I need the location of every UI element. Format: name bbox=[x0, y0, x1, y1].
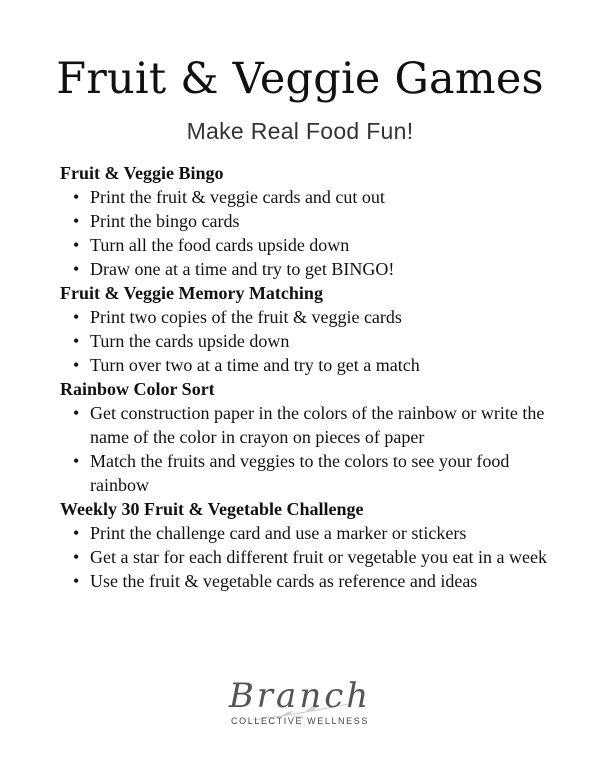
section-rainbow-color-sort bbox=[60, 377, 560, 497]
logo-subtitle: COLLECTIVE WELLNESS bbox=[231, 716, 369, 726]
list-item: • Print the challenge card and use a marker or stickers bbox=[73, 523, 467, 543]
brand-logo bbox=[0, 678, 600, 726]
section-weekly-challenge bbox=[60, 497, 560, 593]
list-item: • Print the bingo cards bbox=[73, 211, 240, 231]
list-item: • Match the fruits and veggies to the colors to see your food rainbow bbox=[73, 451, 510, 495]
bullet-icon: • bbox=[73, 451, 80, 471]
bullet-icon: • bbox=[73, 403, 80, 423]
list-item: • Turn over two at a time and try to get a match bbox=[73, 355, 420, 375]
section-memory-matching bbox=[60, 281, 560, 377]
bullet-icon: • bbox=[73, 259, 80, 279]
section-heading: Fruit & Veggie Bingo bbox=[60, 163, 224, 183]
bullet-list bbox=[60, 185, 560, 281]
bullet-icon: • bbox=[73, 331, 80, 351]
section-bingo bbox=[60, 161, 560, 281]
list-item: • Use the fruit & vegetable cards as reference and ideas bbox=[73, 571, 478, 591]
bullet-icon: • bbox=[73, 307, 80, 327]
bullet-list bbox=[60, 401, 560, 497]
bullet-icon: • bbox=[73, 211, 80, 231]
bullet-list bbox=[60, 305, 560, 377]
games-list bbox=[60, 161, 560, 593]
page-subtitle: Make Real Food Fun! bbox=[186, 118, 414, 144]
list-item: • Draw one at a time and try to get BINGO! bbox=[73, 259, 395, 279]
list-item: • Turn the cards upside down bbox=[73, 331, 290, 351]
list-item: • Get a star for each different fruit or vegetable you eat in a week bbox=[73, 547, 547, 567]
list-item: • Get construction paper in the colors of the rainbow or write the name of the color in crayon on pieces of paper bbox=[73, 403, 545, 447]
logo-script-text: Branch bbox=[228, 676, 372, 716]
section-heading: Fruit & Veggie Memory Matching bbox=[60, 283, 323, 303]
bullet-icon: • bbox=[73, 355, 80, 375]
list-item: • Print the fruit & veggie cards and cut out bbox=[73, 187, 385, 207]
bullet-list bbox=[60, 521, 560, 593]
section-heading: Rainbow Color Sort bbox=[60, 379, 215, 399]
page-title: Fruit & Veggie Games bbox=[56, 54, 544, 104]
bullet-icon: • bbox=[73, 547, 80, 567]
section-heading: Weekly 30 Fruit & Vegetable Challenge bbox=[60, 499, 364, 519]
bullet-icon: • bbox=[73, 571, 80, 591]
bullet-icon: • bbox=[73, 523, 80, 543]
bullet-icon: • bbox=[73, 235, 80, 255]
bullet-icon: • bbox=[73, 187, 80, 207]
list-item: • Print two copies of the fruit & veggie cards bbox=[73, 307, 402, 327]
list-item: • Turn all the food cards upside down bbox=[73, 235, 350, 255]
